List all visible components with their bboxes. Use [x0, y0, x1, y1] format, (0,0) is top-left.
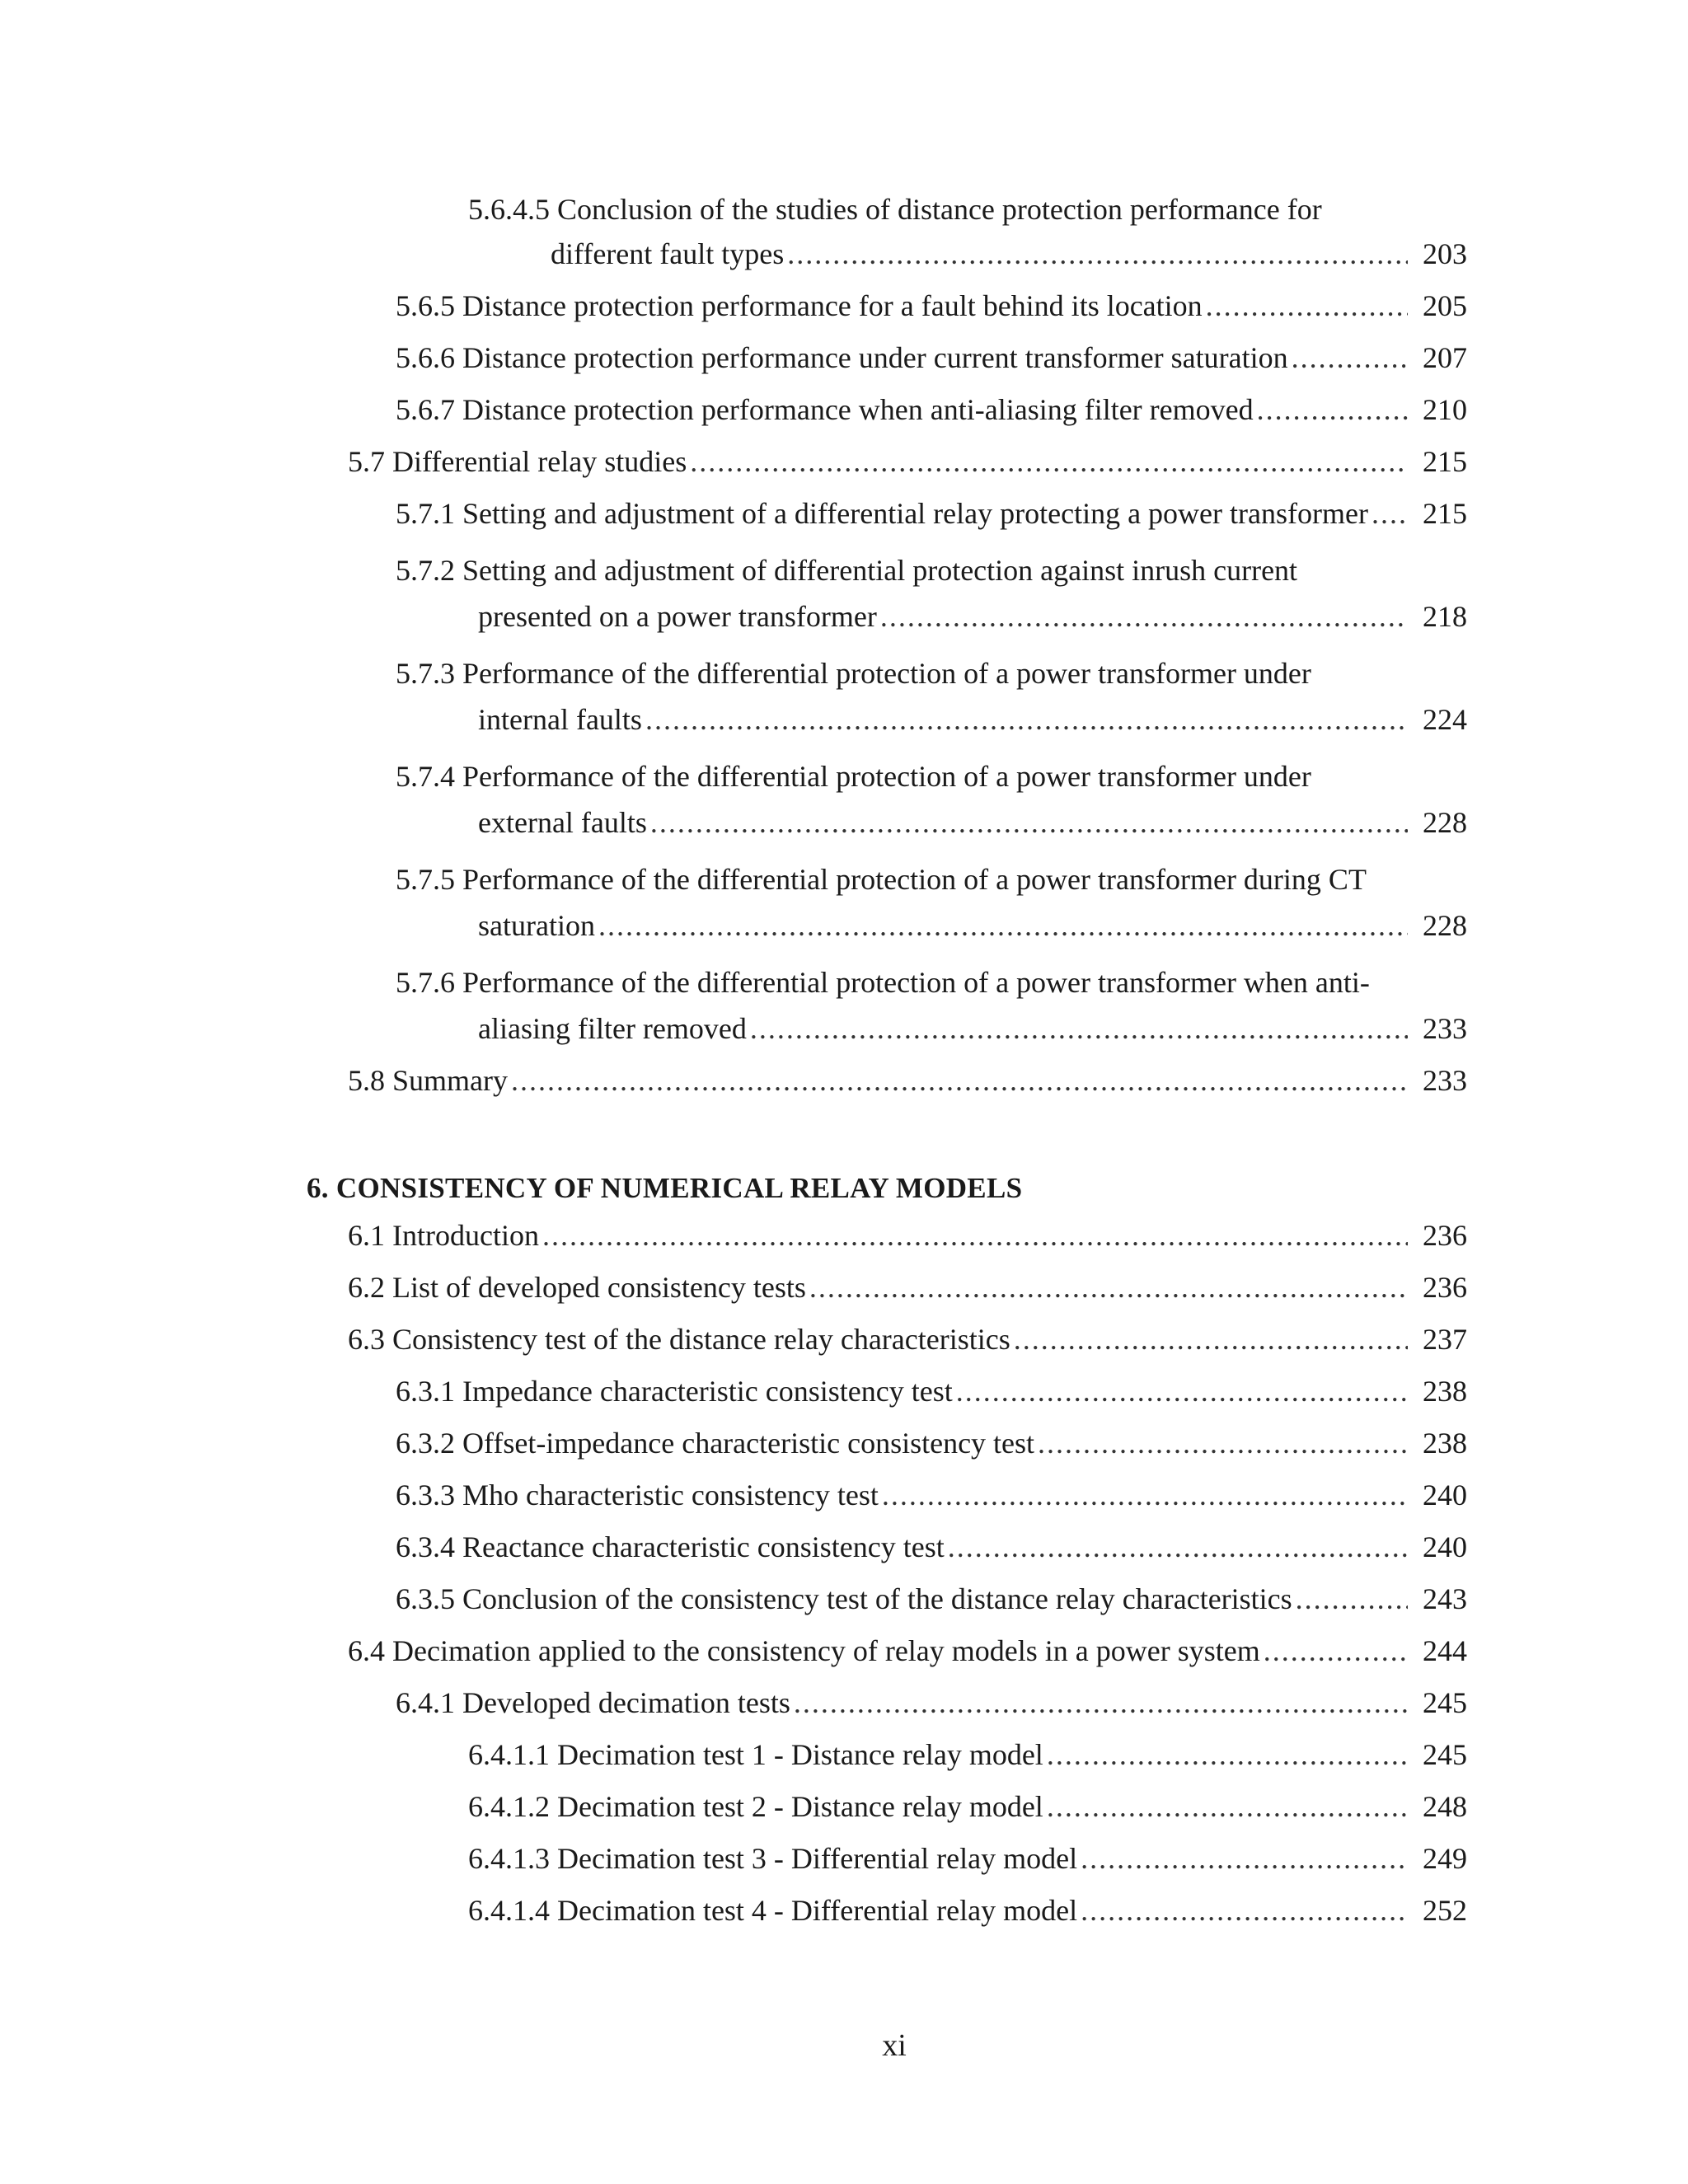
toc-entry-number: 5.7.2 [396, 554, 455, 587]
dot-leader [1081, 1839, 1408, 1878]
toc-entry-5-7-3[interactable] [478, 688, 1467, 739]
toc-page-number: 228 [1423, 806, 1467, 839]
dot-leader [948, 1527, 1408, 1567]
toc-entry-5-7-5-first-line [396, 860, 1367, 899]
toc-entry-title: Consistency test of the distance relay characteristics [392, 1323, 1010, 1356]
toc-entry-title: Decimation test 1 - Distance relay model [557, 1738, 1043, 1771]
dot-leader [882, 1475, 1408, 1515]
toc-entry-number: 6.3.1 [396, 1375, 455, 1408]
toc-entry-title: Developed decimation tests [462, 1686, 790, 1719]
toc-entry-5-7-6-first-line [396, 963, 1370, 1002]
toc-entry-5-7-3-first-line [396, 654, 1311, 693]
dot-leader [1257, 390, 1408, 429]
toc-entry-5-7-2[interactable] [478, 585, 1467, 636]
toc-page-number: 248 [1423, 1790, 1467, 1823]
toc-page-number: 233 [1423, 1064, 1467, 1097]
toc-entry-number: 5.7.5 [396, 863, 455, 896]
toc-entry-number: 6.3.5 [396, 1582, 455, 1615]
toc-entry-title: Setting and adjustment of a differential relay protecting a power transformer [462, 497, 1368, 530]
toc-entry-title: Offset-impedance characteristic consistency test [462, 1427, 1035, 1460]
chapter-number: 6. [307, 1172, 329, 1204]
toc-entry-number: 6.4.1.3 [468, 1842, 550, 1875]
dot-leader [1296, 1579, 1408, 1619]
dot-leader [1264, 1631, 1408, 1671]
toc-entry-title: Distance protection performance under current transformer saturation [462, 341, 1288, 374]
toc-page-number: 240 [1423, 1530, 1467, 1563]
toc-page-number: 215 [1423, 445, 1467, 478]
toc-entry-6-4-1-2[interactable] [468, 1775, 1467, 1826]
toc-page-number: 236 [1423, 1219, 1467, 1252]
page-folio: xi [882, 2028, 907, 2063]
dot-leader [956, 1371, 1408, 1411]
toc-entry-number: 6.4.1.4 [468, 1894, 550, 1927]
dot-leader [1081, 1891, 1408, 1930]
toc-entry-title: Decimation test 2 - Distance relay model [557, 1790, 1043, 1823]
toc-entry-title: Decimation test 4 - Differential relay model [557, 1894, 1078, 1927]
toc-entry-number: 6.4.1.1 [468, 1738, 550, 1771]
toc-entry-continuation: saturation [478, 909, 595, 942]
toc-page-number: 236 [1423, 1271, 1467, 1304]
toc-page-number: 245 [1423, 1686, 1467, 1719]
toc-page-number: 252 [1423, 1894, 1467, 1927]
toc-entry-6-1[interactable] [348, 1204, 1467, 1255]
toc-entry-title: Conclusion of the studies of distance protection performance for [557, 193, 1322, 226]
toc-page-number: 245 [1423, 1738, 1467, 1771]
dot-leader [645, 700, 1408, 739]
toc-page-number: 210 [1423, 393, 1467, 426]
toc-entry-number: 6.4.1.2 [468, 1790, 550, 1823]
dot-leader [809, 1268, 1408, 1307]
dot-leader [598, 906, 1408, 945]
toc-entry-5-6-5[interactable] [396, 274, 1467, 326]
toc-entry-6-4-1-3[interactable] [468, 1827, 1467, 1878]
toc-entry-number: 6.1 [348, 1219, 385, 1252]
toc-entry-continuation: external faults [478, 806, 647, 839]
toc-entry-5-7-4-first-line [396, 757, 1311, 796]
toc-entry-6-4[interactable] [348, 1619, 1467, 1671]
dot-leader [1038, 1423, 1408, 1463]
toc-entry-continuation: presented on a power transformer [478, 600, 877, 633]
toc-entry-title: Distance protection performance for a fault behind its location [462, 289, 1203, 322]
toc-entry-number: 5.7.3 [396, 657, 455, 690]
toc-entry-number: 5.6.6 [396, 341, 455, 374]
toc-entry-title: Impedance characteristic consistency test [462, 1375, 953, 1408]
chapter-title: CONSISTENCY OF NUMERICAL RELAY MODELS [335, 1172, 1023, 1204]
toc-entry-number: 6.3 [348, 1323, 385, 1356]
toc-entry-number: 6.2 [348, 1271, 385, 1304]
dot-leader [650, 803, 1408, 842]
toc-entry-number: 6.3.3 [396, 1479, 455, 1511]
toc-entry-5-7-4[interactable] [478, 791, 1467, 842]
toc-page-number: 203 [1423, 237, 1467, 270]
toc-entry-title: List of developed consistency tests [392, 1271, 806, 1304]
toc-entry-title: Distance protection performance when anti-aliasing filter removed [462, 393, 1254, 426]
toc-entry-5-6-7[interactable] [396, 378, 1467, 429]
dot-leader [1047, 1735, 1408, 1774]
dot-leader [750, 1009, 1408, 1048]
dot-leader [787, 234, 1408, 274]
toc-entry-title: Differential relay studies [392, 445, 687, 478]
toc-entry-number: 6.3.2 [396, 1427, 455, 1460]
toc-entry-6-3-1[interactable] [396, 1360, 1467, 1411]
chapter-heading[interactable] [307, 1169, 1022, 1208]
toc-entry-number: 5.6.4.5 [468, 193, 550, 226]
toc-entry-title: Summary [392, 1064, 508, 1097]
toc-page-number: 224 [1423, 703, 1467, 736]
toc-entry-5-7-6[interactable] [478, 997, 1467, 1048]
toc-entry-5-6-6[interactable] [396, 326, 1467, 377]
toc-page-number: 249 [1423, 1842, 1467, 1875]
dot-leader [542, 1216, 1408, 1255]
toc-entry-title: Performance of the differential protection of a power transformer under [462, 657, 1311, 690]
toc-entry-title: Performance of the differential protection of a power transformer under [462, 760, 1311, 793]
toc-entry-6-3[interactable] [348, 1308, 1467, 1359]
dot-leader [880, 597, 1408, 636]
toc-page-number: 205 [1423, 289, 1467, 322]
toc-entry-5-8[interactable] [348, 1049, 1467, 1100]
toc-page-number: 237 [1423, 1323, 1467, 1356]
toc-entry-title: Conclusion of the consistency test of the distance relay characteristics [462, 1582, 1292, 1615]
toc-entry-6-3-4[interactable] [396, 1516, 1467, 1567]
toc-page-number: 215 [1423, 497, 1467, 530]
toc-entry-6-4-1-4[interactable] [468, 1879, 1467, 1930]
toc-entry-title: Performance of the differential protection of a power transformer when anti- [462, 966, 1370, 999]
toc-page-number: 238 [1423, 1427, 1467, 1460]
dot-leader [511, 1061, 1408, 1100]
toc-entry-continuation: different fault types [551, 237, 785, 270]
toc-entry-title: Reactance characteristic consistency test [462, 1530, 945, 1563]
toc-entry-5-7-1[interactable] [396, 482, 1467, 533]
toc-entry-6-4-1[interactable] [396, 1671, 1467, 1722]
toc-page-number: 233 [1423, 1012, 1467, 1045]
toc-entry-number: 5.7 [348, 445, 385, 478]
toc-entry-title: Performance of the differential protection of a power transformer during CT [462, 863, 1367, 896]
toc-entry-title: Setting and adjustment of differential protection against inrush current [462, 554, 1298, 587]
toc-entry-title: Decimation test 3 - Differential relay model [557, 1842, 1078, 1875]
toc-entry-6-4-1-1[interactable] [468, 1723, 1467, 1774]
toc-page-number: 228 [1423, 909, 1467, 942]
toc-entry-6-3-2[interactable] [396, 1412, 1467, 1463]
toc-page-number: 238 [1423, 1375, 1467, 1408]
toc-page-number: 240 [1423, 1479, 1467, 1511]
dot-leader [1292, 338, 1408, 377]
dot-leader [1014, 1319, 1408, 1359]
toc-entry-6-3-3[interactable] [396, 1464, 1467, 1515]
toc-entry-6-3-5[interactable] [396, 1568, 1467, 1619]
toc-entry-number: 6.4 [348, 1634, 385, 1667]
toc-entry-5-7-5[interactable] [478, 894, 1467, 945]
toc-entry-title: Introduction [392, 1219, 539, 1252]
dot-leader [1372, 494, 1408, 533]
toc-page-number: 243 [1423, 1582, 1467, 1615]
dot-leader [1206, 286, 1408, 326]
toc-entry-number: 5.6.5 [396, 289, 455, 322]
dot-leader [794, 1683, 1408, 1722]
toc-entry-number: 6.4.1 [396, 1686, 455, 1719]
toc-page-number: 244 [1423, 1634, 1467, 1667]
toc-entry-number: 5.7.6 [396, 966, 455, 999]
toc-entry-title: Mho characteristic consistency test [462, 1479, 879, 1511]
toc-entry-continuation: internal faults [478, 703, 642, 736]
toc-entry-5-6-4-5[interactable] [551, 223, 1467, 274]
toc-entry-continuation: aliasing filter removed [478, 1012, 747, 1045]
dot-leader [1047, 1787, 1408, 1826]
toc-page-number: 218 [1423, 600, 1467, 633]
toc-entry-number: 5.7.4 [396, 760, 455, 793]
toc-entry-number: 6.3.4 [396, 1530, 455, 1563]
toc-page-number: 207 [1423, 341, 1467, 374]
toc-entry-title: Decimation applied to the consistency of relay models in a power system [392, 1634, 1260, 1667]
toc-entry-number: 5.8 [348, 1064, 385, 1097]
toc-entry-number: 5.6.7 [396, 393, 455, 426]
toc-entry-5-7-2-first-line [396, 551, 1297, 590]
toc-entry-5-7[interactable] [348, 430, 1467, 481]
dot-leader [690, 442, 1408, 481]
toc-entry-number: 5.7.1 [396, 497, 455, 530]
toc-entry-6-2[interactable] [348, 1256, 1467, 1307]
